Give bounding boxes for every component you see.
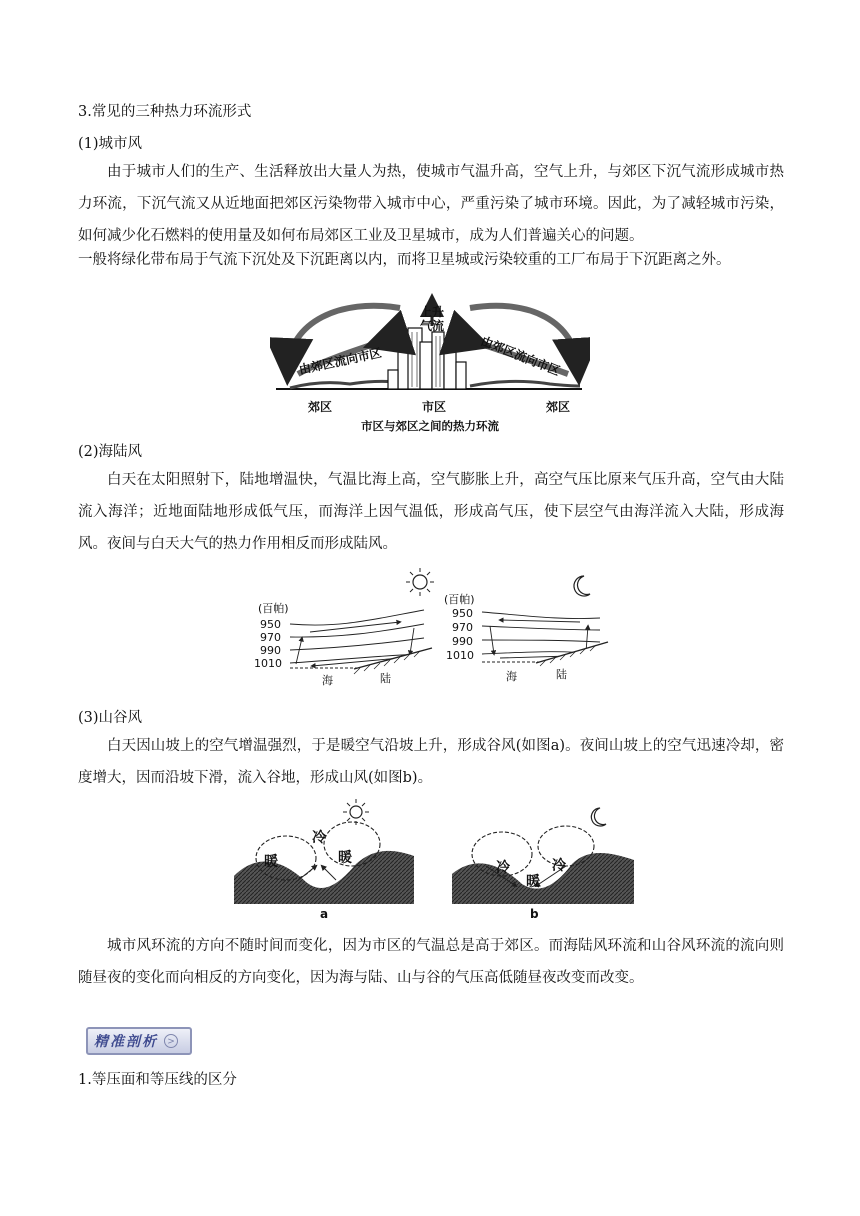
mountain-valley-figure xyxy=(226,796,644,920)
up-label-2: 气流 xyxy=(419,319,445,333)
b-warm: 暖 xyxy=(526,874,540,890)
section-title: 3.常见的三种热力环流形式 xyxy=(78,104,252,120)
left-suburb-label: 郊区 xyxy=(307,400,333,414)
isobar-1010-night: 1010 xyxy=(446,649,474,662)
panel-b-label: b xyxy=(530,907,539,920)
panel-a-label: a xyxy=(320,907,329,920)
up-label-1: 上升 xyxy=(419,305,445,319)
right-flow-label: 由郊区流向市区 xyxy=(478,333,563,379)
land-label-day: 陆 xyxy=(380,672,391,685)
b-cold-left: 冷 xyxy=(496,860,510,876)
isobar-1010-day: 1010 xyxy=(254,657,282,670)
a-warm-left: 暖 xyxy=(264,854,278,870)
next-heading: 1.等压面和等压线的区分 xyxy=(78,1072,237,1088)
valley-wind-heading: (3)山谷风 xyxy=(78,710,143,726)
arrow-circle-icon: > xyxy=(164,1034,178,1048)
sea-wind-paragraph: 白天在太阳照射下，陆地增温快，气温比海上高，空气膨胀上升，高空气压比原来气压升高，空气由大陆流入海洋；近地面陆地形成低气压，而海洋上因气温低，形成高气压，使下层空气由海洋流入大陆，形成海风。夜间与白天大气的热力作用相反而形成陆风。 xyxy=(78,472,784,552)
a-cold: 冷 xyxy=(312,830,326,846)
moon-icon xyxy=(574,576,590,596)
figure-caption: 市区与郊区之间的热力环流 xyxy=(361,419,499,433)
sea-land-figure xyxy=(250,566,610,688)
isobar-950-day: 950 xyxy=(260,618,281,631)
unit-label-day: (百帕) xyxy=(258,602,289,615)
sea-label-night: 海 xyxy=(506,670,517,683)
city-wind-heading: (1)城市风 xyxy=(78,136,143,152)
right-suburb-label: 郊区 xyxy=(545,400,571,414)
analysis-badge xyxy=(86,1027,192,1055)
isobar-970-night: 970 xyxy=(452,621,473,634)
valley-wind-paragraph: 白天因山坡上的空气增温强烈，于是暖空气沿坡上升，形成谷风(如图a)。夜间山坡上的空气迅速冷却，密度增大，因而沿坡下滑，流入谷地，形成山风(如图b)。 xyxy=(78,738,784,786)
isobar-950-night: 950 xyxy=(452,607,473,620)
isobar-990-night: 990 xyxy=(452,635,473,648)
summary-paragraph: 城市风环流的方向不随时间而变化，因为市区的气温总是高于郊区。而海陆风环流和山谷风环流的流向则随昼夜的变化而向相反的方向变化，因为海与陆、山与谷的气压高低随昼夜改变而改变。 xyxy=(78,938,784,986)
city-label: 市区 xyxy=(421,400,447,414)
city-wind-paragraph: 由于城市人们的生产、生活释放出大量人为热，使城市气温升高，空气上升，与郊区下沉气流形成城市热力环流，下沉气流又从近地面把郊区污染物带入城市中心，严重污染了城市环境。因此，为了减轻城市污染，如何减少化石燃料的使用量及如何布局郊区工业及卫星城市，成为人们普遍关心的问题。 xyxy=(78,164,784,244)
moon-icon xyxy=(591,808,606,826)
unit-label-night: (百帕) xyxy=(444,593,475,606)
badge-label: 精准剖析 xyxy=(94,1034,158,1050)
sun-icon xyxy=(343,799,369,825)
sea-wind-heading: (2)海陆风 xyxy=(78,444,143,460)
sea-label-day: 海 xyxy=(322,674,333,687)
city-circulation-figure xyxy=(270,292,590,438)
land-label-night: 陆 xyxy=(556,668,567,681)
isobar-970-day: 970 xyxy=(260,631,281,644)
a-warm-right: 暖 xyxy=(338,850,352,866)
sun-icon xyxy=(406,568,434,596)
city-wind-note: 一般将绿化带布局于气流下沉处及下沉距离以内，而将卫星城或污染较重的工厂布局于下沉距离之外。 xyxy=(78,252,731,268)
isobar-990-day: 990 xyxy=(260,644,281,657)
left-flow-label: 由郊区流向市区 xyxy=(297,345,383,377)
b-cold-right: 冷 xyxy=(552,858,566,874)
